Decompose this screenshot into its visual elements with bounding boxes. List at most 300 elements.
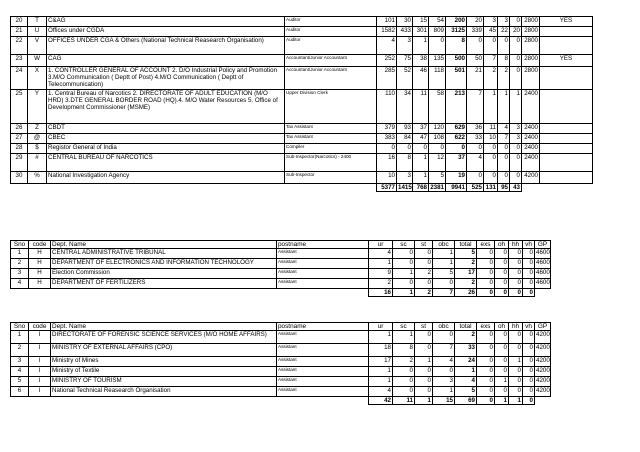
cell-sno: 28 — [11, 144, 28, 154]
totals-spacer — [11, 397, 29, 405]
cell-hh: 0 — [509, 259, 523, 269]
cell-postname: Assistant — [277, 269, 369, 279]
cell-vh: 0 — [523, 387, 535, 397]
cell-postname: Assistant — [277, 259, 369, 269]
totals-row — [11, 289, 551, 297]
cell-sc: 0 — [397, 144, 413, 154]
cell-vh: 0 — [523, 259, 535, 269]
cell-postname: Assistant — [277, 367, 369, 377]
cell-code: H — [29, 279, 51, 289]
cell-gp: 4200 — [535, 367, 551, 377]
cell-total: 17 — [455, 269, 477, 279]
header-row — [11, 241, 551, 249]
cell-code: X — [28, 67, 47, 90]
cell-st: 15 — [413, 17, 429, 27]
table-row — [11, 367, 551, 377]
cell-sno: 6 — [11, 387, 29, 397]
cell-postname: Compiler — [285, 144, 377, 154]
cell-code: Y — [28, 90, 47, 124]
cell-st: 0 — [415, 279, 433, 289]
cell-code: % — [28, 172, 47, 184]
cell-ur: 17 — [369, 357, 393, 367]
cell-sc: 0 — [393, 249, 415, 259]
cell-gp: 2400 — [522, 144, 540, 154]
cell-sc: 0 — [393, 279, 415, 289]
cell-exs: 0 — [477, 331, 495, 344]
cell-total: 1 — [455, 367, 477, 377]
header-sno: Sno — [11, 323, 29, 331]
cell-vh: 3 — [510, 134, 522, 144]
cell-oh: 10 — [484, 134, 498, 144]
cell-total: 213 — [446, 90, 467, 124]
cell-sno: 29 — [11, 154, 28, 172]
cell-oh: 0 — [484, 144, 498, 154]
cell-gp: 2400 — [522, 124, 540, 134]
header-code: code — [29, 241, 51, 249]
cell-obc: 4 — [433, 357, 455, 367]
cell-hh: 1 — [498, 90, 510, 124]
cell-exs: 0 — [477, 357, 495, 367]
header-obc: obc — [433, 323, 455, 331]
cell-dept-name: Ministry of Mines — [51, 357, 277, 367]
cell-sno: 1 — [11, 249, 29, 259]
cell-st: 0 — [415, 344, 433, 357]
cell-oh: 0 — [484, 37, 498, 55]
totals-row — [11, 184, 593, 192]
header-gp: GP — [535, 323, 551, 331]
totals-spacer — [28, 184, 47, 192]
cell-postname: Tax Assistant — [285, 124, 377, 134]
header-row — [11, 323, 551, 331]
cell-sno: 3 — [11, 357, 29, 367]
cell-total: 629 — [446, 124, 467, 134]
cell-ur: 4 — [369, 249, 393, 259]
cell-postname: Tax Assistant — [285, 134, 377, 144]
header-sc: sc — [393, 241, 415, 249]
cell-postname: Accountant/Junior Accountant — [285, 67, 377, 90]
cell-hh: 4 — [498, 124, 510, 134]
cell-code: I — [29, 367, 51, 377]
cell-ur: 18 — [369, 344, 393, 357]
cell-total: 2 — [455, 279, 477, 289]
cell-hh: 3 — [498, 17, 510, 27]
vacancy-table-3 — [10, 322, 551, 405]
cell-vh: 0 — [510, 67, 522, 90]
total-vh: 43 — [510, 184, 522, 192]
cell-obc: 0 — [433, 279, 455, 289]
header-exs: exs — [477, 323, 495, 331]
cell-exs: 0 — [477, 367, 495, 377]
cell-sc: 8 — [393, 344, 415, 357]
cell-total: 5 — [455, 387, 477, 397]
table-row — [11, 259, 551, 269]
cell-code: U — [28, 27, 47, 37]
cell-sc: 2 — [393, 357, 415, 367]
cell-hh: 0 — [509, 377, 523, 387]
cell-exs: 0 — [467, 144, 484, 154]
cell-total: 19 — [446, 172, 467, 184]
cell-dept-name: DEPARTMENT OF ELECTRONICS AND INFORMATION TECHNOLOGY — [51, 259, 277, 269]
cell-oh: 0 — [495, 357, 509, 367]
cell-vh: 0 — [523, 249, 535, 259]
cell-gp: 2800 — [522, 27, 540, 37]
table-row — [11, 154, 593, 172]
total-ur: 42 — [369, 397, 393, 405]
cell-sc: 8 — [397, 154, 413, 172]
cell-dept-name: MINISTRY OF EXTERNAL AFFAIRS (CPO) — [51, 344, 277, 357]
total-exs: 525 — [467, 184, 484, 192]
cell-remark — [540, 27, 593, 37]
cell-sc: 3 — [397, 37, 413, 55]
cell-exs: 0 — [477, 377, 495, 387]
totals-spacer — [11, 184, 28, 192]
cell-ur: 2 — [369, 279, 393, 289]
cell-total: 4 — [455, 377, 477, 387]
total-obc: 7 — [433, 289, 455, 297]
total-hh: 95 — [498, 184, 510, 192]
table-row — [11, 144, 593, 154]
cell-sc: 30 — [397, 17, 413, 27]
cell-exs: 50 — [467, 55, 484, 67]
cell-oh: 0 — [495, 331, 509, 344]
totals-row — [11, 397, 551, 405]
totals-spacer — [540, 184, 593, 192]
cell-hh: 0 — [509, 331, 523, 344]
cell-vh: 0 — [523, 344, 535, 357]
cell-vh: 0 — [523, 331, 535, 344]
header-code: code — [29, 323, 51, 331]
table-row — [11, 17, 593, 27]
cell-exs: 339 — [467, 27, 484, 37]
cell-ur: 10 — [377, 172, 397, 184]
cell-dept-name: CAG — [47, 55, 285, 67]
cell-code: I — [29, 377, 51, 387]
cell-total: 33 — [455, 344, 477, 357]
cell-ur: 110 — [377, 90, 397, 124]
cell-ur: 0 — [377, 144, 397, 154]
table-row — [11, 134, 593, 144]
total-sc: 11 — [393, 397, 415, 405]
header-ur: ur — [369, 323, 393, 331]
cell-exs: 33 — [467, 134, 484, 144]
cell-remark — [540, 154, 593, 172]
totals-spacer — [535, 397, 551, 405]
cell-total: 0 — [446, 144, 467, 154]
cell-ur: 285 — [377, 67, 397, 90]
cell-oh: 0 — [484, 172, 498, 184]
cell-code: I — [29, 344, 51, 357]
cell-postname: Assistant — [277, 344, 369, 357]
cell-sc: 0 — [393, 367, 415, 377]
cell-remark — [540, 37, 593, 55]
cell-sc: 0 — [393, 259, 415, 269]
total-oh: 1 — [495, 397, 509, 405]
table-row — [11, 27, 593, 37]
cell-ur: 4 — [369, 387, 393, 397]
cell-code: V — [28, 37, 47, 55]
cell-gp: 2800 — [522, 17, 540, 27]
cell-code: I — [29, 331, 51, 344]
cell-gp: 2800 — [522, 37, 540, 55]
header-hh: hh — [509, 323, 523, 331]
cell-exs: 20 — [467, 17, 484, 27]
cell-dept-name: National Investigation Agency — [47, 172, 285, 184]
cell-gp: 4200 — [535, 331, 551, 344]
cell-st: 46 — [413, 67, 429, 90]
cell-st: 0 — [415, 259, 433, 269]
cell-obc: 1 — [433, 249, 455, 259]
cell-dept-name: National Technical Reasearch Organisation — [51, 387, 277, 397]
cell-st: 0 — [415, 367, 433, 377]
header-post: postname — [277, 323, 369, 331]
totals-spacer — [277, 397, 369, 405]
cell-postname: Auditor — [285, 27, 377, 37]
cell-code: I — [29, 357, 51, 367]
header-sc: sc — [393, 323, 415, 331]
cell-dept-name: 1. Central Bureau of Narcotics 2. DIRECTORATE OF ADULT EDUCATION (M/O HRD) 3.DTE GENERAL BORDER ROAD (HQ).4. M/O Water Resources 5. Office of Development Commissioner (MSME) — [47, 90, 285, 124]
cell-sc: 1 — [393, 269, 415, 279]
cell-obc: 1 — [433, 387, 455, 397]
cell-remark: YES — [540, 17, 593, 27]
cell-vh: 3 — [510, 124, 522, 134]
cell-code: Z — [28, 124, 47, 134]
cell-exs: 0 — [467, 172, 484, 184]
cell-remark: YES — [540, 55, 593, 67]
total-sc: 1 — [393, 289, 415, 297]
cell-hh: 0 — [509, 367, 523, 377]
cell-hh: 7 — [498, 134, 510, 144]
cell-obc: 5 — [429, 172, 446, 184]
cell-oh: 0 — [495, 367, 509, 377]
cell-total: 3125 — [446, 27, 467, 37]
cell-obc: 0 — [433, 331, 455, 344]
total-sc: 1415 — [398, 184, 412, 191]
total-total: 26 — [455, 289, 477, 297]
cell-postname: Auditor — [285, 37, 377, 55]
totals-spacer — [51, 397, 277, 405]
cell-vh: 0 — [523, 377, 535, 387]
cell-st: 301 — [413, 27, 429, 37]
cell-code: H — [29, 259, 51, 269]
total-total: 69 — [455, 397, 477, 405]
cell-ur: 1 — [369, 331, 393, 344]
cell-hh: 0 — [509, 387, 523, 397]
header-oh: oh — [495, 241, 509, 249]
cell-st: 0 — [415, 249, 433, 259]
cell-dept-name: Ministry of Textile — [51, 367, 277, 377]
cell-code: W — [28, 55, 47, 67]
cell-remark — [540, 90, 593, 124]
cell-sc: 34 — [397, 90, 413, 124]
totals-spacer — [29, 289, 51, 297]
cell-dept-name: OFFICES UNDER CGA & Others (National Technical Reasearch Organisation) — [47, 37, 285, 55]
cell-hh: 0 — [498, 154, 510, 172]
cell-dept-name: CENTRAL BUREAU OF NARCOTICS — [47, 154, 285, 172]
totals-spacer — [535, 289, 551, 297]
cell-vh: 0 — [523, 269, 535, 279]
total-hh: 0 — [509, 289, 523, 297]
vacancy-table-1 — [10, 16, 593, 192]
cell-gp: 4200 — [535, 357, 551, 367]
cell-vh: 0 — [523, 357, 535, 367]
cell-hh: 0 — [509, 344, 523, 357]
cell-sno: 1 — [11, 331, 29, 344]
header-oh: oh — [495, 323, 509, 331]
cell-sc: 75 — [397, 55, 413, 67]
cell-sno: 21 — [11, 27, 28, 37]
total-st: 768 — [413, 184, 429, 192]
table-row — [11, 344, 551, 357]
cell-st: 37 — [413, 124, 429, 134]
cell-ur: 252 — [377, 55, 397, 67]
cell-ur: 379 — [377, 124, 397, 134]
cell-oh: 0 — [495, 259, 509, 269]
cell-hh: 1 — [509, 357, 523, 367]
cell-gp: 2400 — [522, 134, 540, 144]
cell-st: 1 — [413, 172, 429, 184]
cell-obc: 54 — [429, 17, 446, 27]
cell-sc: 93 — [397, 124, 413, 134]
cell-hh: 0 — [498, 144, 510, 154]
table-row — [11, 55, 593, 67]
header-total: total — [455, 241, 477, 249]
cell-postname: Assistant — [277, 279, 369, 289]
cell-oh: 3 — [484, 17, 498, 27]
cell-vh: 1 — [510, 90, 522, 124]
cell-gp: 4200 — [535, 387, 551, 397]
cell-remark — [540, 144, 593, 154]
cell-vh: 0 — [523, 279, 535, 289]
cell-gp: 2800 — [522, 55, 540, 67]
cell-oh: 0 — [495, 279, 509, 289]
cell-ur: 9 — [369, 269, 393, 279]
cell-vh: 0 — [510, 37, 522, 55]
cell-total: 501 — [446, 67, 467, 90]
cell-dept-name: Election Commission — [51, 269, 277, 279]
header-post: postname — [277, 241, 369, 249]
total-hh: 1 — [509, 397, 523, 405]
cell-sc: 0 — [393, 387, 415, 397]
cell-sno: 26 — [11, 124, 28, 134]
cell-obc: 108 — [429, 134, 446, 144]
cell-obc: 3 — [433, 377, 455, 387]
header-vh: vh — [523, 323, 535, 331]
cell-gp: 2400 — [522, 154, 540, 172]
totals-spacer — [47, 184, 285, 192]
cell-dept-name: 1. CONTROLLER GENERAL OF ACCOUNT 2. D/O Industrial Policy and Promotion 3.M/O Communication ( Deptt of Post) 4.M/O Communication ( Deptt of Telecommunication) — [47, 67, 285, 90]
cell-ur: 101 — [377, 17, 397, 27]
cell-obc: 135 — [429, 55, 446, 67]
table-row — [11, 37, 593, 55]
cell-sno: 4 — [11, 367, 29, 377]
cell-sno: 2 — [11, 259, 29, 269]
cell-gp: 4600 — [535, 269, 551, 279]
cell-exs: 0 — [477, 387, 495, 397]
cell-remark — [540, 67, 593, 90]
cell-remark — [540, 134, 593, 144]
cell-vh: 20 — [510, 27, 522, 37]
header-dept: Dept. Name — [51, 323, 277, 331]
cell-postname: Assistant — [277, 331, 369, 344]
cell-gp: 2400 — [522, 90, 540, 124]
cell-obc: 809 — [429, 27, 446, 37]
cell-dept-name: MINISTRY OF TOURISM — [51, 377, 277, 387]
total-st: 2 — [415, 289, 433, 297]
cell-gp: 4200 — [535, 344, 551, 357]
cell-sno: 3 — [11, 269, 29, 279]
cell-obc: 58 — [429, 90, 446, 124]
cell-st: 47 — [413, 134, 429, 144]
cell-exs: 7 — [467, 90, 484, 124]
cell-sno: 24 — [11, 67, 28, 90]
cell-code: H — [29, 249, 51, 259]
totals-spacer — [285, 184, 377, 192]
cell-obc: 0 — [429, 144, 446, 154]
cell-exs: 36 — [467, 124, 484, 134]
cell-ur: 1 — [369, 367, 393, 377]
cell-total: 24 — [455, 357, 477, 367]
cell-st: 1 — [413, 154, 429, 172]
cell-st: 0 — [415, 387, 433, 397]
cell-dept-name: Offices under CGDA — [47, 27, 285, 37]
cell-code: @ — [28, 134, 47, 144]
cell-dept-name: CBDT — [47, 124, 285, 134]
cell-st: 0 — [413, 144, 429, 154]
cell-obc: 0 — [433, 367, 455, 377]
cell-obc: 0 — [429, 37, 446, 55]
cell-st: 2 — [415, 269, 433, 279]
cell-obc: 1 — [433, 259, 455, 269]
total-vh: 0 — [523, 397, 535, 405]
totals-spacer — [29, 397, 51, 405]
cell-hh: 0 — [509, 249, 523, 259]
cell-oh: 0 — [495, 344, 509, 357]
total-exs: 0 — [477, 289, 495, 297]
cell-obc: 120 — [429, 124, 446, 134]
header-hh: hh — [509, 241, 523, 249]
cell-obc: 12 — [429, 154, 446, 172]
cell-sc: 433 — [397, 27, 413, 37]
header-vh: vh — [523, 241, 535, 249]
cell-sno: 5 — [11, 377, 29, 387]
table-row — [11, 377, 551, 387]
cell-sc: 3 — [397, 172, 413, 184]
cell-code: T — [28, 17, 47, 27]
cell-exs: 0 — [477, 344, 495, 357]
cell-total: 500 — [446, 55, 467, 67]
cell-sno: 4 — [11, 279, 29, 289]
cell-total: 37 — [446, 154, 467, 172]
cell-ur: 383 — [377, 134, 397, 144]
header-total: total — [455, 323, 477, 331]
cell-code: $ — [28, 144, 47, 154]
cell-sno: 30 — [11, 172, 28, 184]
table-row — [11, 387, 551, 397]
cell-dept-name: CENTRAL ADMINISTRATIVE TRIBUNAL — [51, 249, 277, 259]
cell-hh: 0 — [498, 37, 510, 55]
cell-oh: 45 — [484, 27, 498, 37]
cell-gp: 4600 — [535, 249, 551, 259]
cell-postname: Auditor — [285, 17, 377, 27]
cell-remark — [540, 172, 593, 184]
table-row — [11, 357, 551, 367]
header-obc: obc — [433, 241, 455, 249]
table-row — [11, 269, 551, 279]
cell-total: 8 — [446, 37, 467, 55]
cell-hh: 0 — [509, 269, 523, 279]
cell-sno: 20 — [11, 17, 28, 27]
header-dept: Dept. Name — [51, 241, 277, 249]
